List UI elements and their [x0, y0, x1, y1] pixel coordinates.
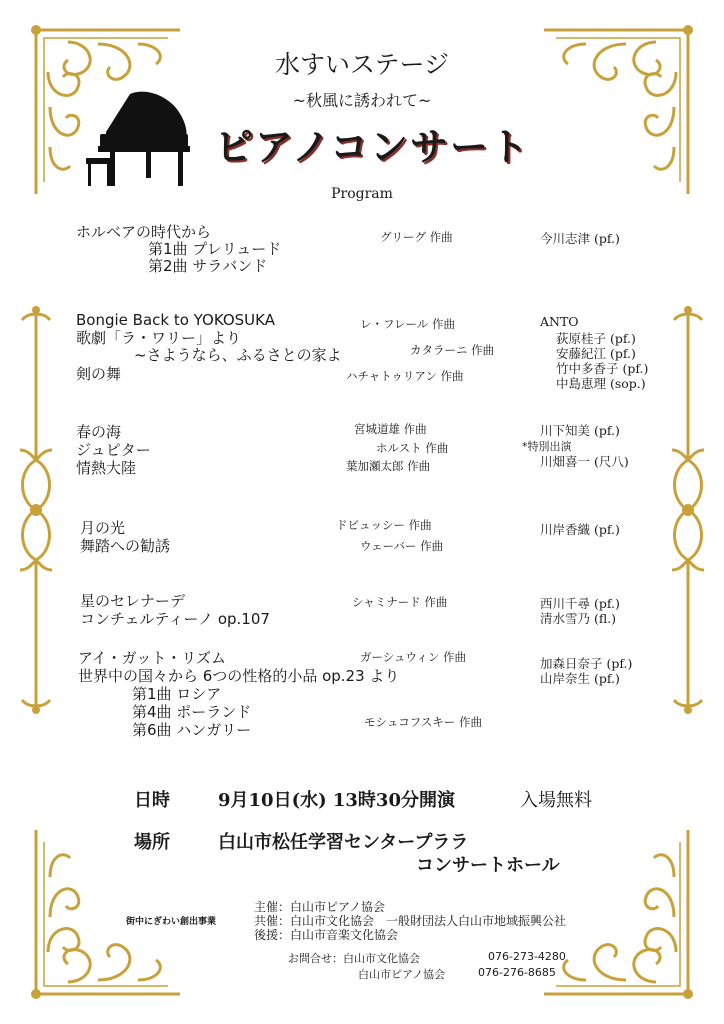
composer: シャミナード 作曲 [352, 595, 448, 609]
contact-phone: 076-276-8685 [478, 966, 556, 979]
performer: 川下知美 (pf.) [540, 423, 620, 438]
composer: ウェーバー 作曲 [360, 539, 444, 553]
program-piece: 春の海 [76, 423, 122, 441]
venue-label: 場所 [134, 832, 170, 853]
contact-phone: 076-273-4280 [488, 950, 566, 963]
side-ornament-right [666, 300, 710, 720]
program-piece: 剣の舞 [76, 365, 122, 383]
program-piece: 舞踏への勧誘 [80, 537, 171, 555]
program-piece: 第2曲 サラバンド [148, 257, 268, 275]
performer: 清水雪乃 (fl.) [540, 611, 617, 626]
composer: レ・フレール 作曲 [360, 317, 455, 331]
program-label: Program [331, 186, 393, 202]
venue-hall: コンサートホール [416, 855, 560, 876]
composer: ホルスト 作曲 [376, 441, 449, 455]
concert-main-title: ピアノコンサート [215, 125, 531, 169]
program-piece: Bongie Back to YOKOSUKA [76, 311, 275, 329]
composer: ドビュッシー 作曲 [336, 518, 432, 532]
program-piece: 星のセレナーデ [80, 592, 186, 610]
performer: 安藤紀江 (pf.) [556, 346, 636, 361]
composer: モシュコフスキー 作曲 [364, 715, 482, 729]
project-tag: 街中にぎわい創出事業 [126, 917, 217, 927]
date-value: 9月10日(水) 13時30分開演 [218, 790, 455, 811]
program-piece: ジュピター [76, 441, 151, 459]
contact-label: お問合せ：白山市文化協会 [288, 952, 420, 965]
special-guest-note: *特別出演 [522, 440, 572, 453]
program-piece: 第1曲 プレリュード [148, 240, 282, 258]
program-piece: 月の光 [80, 519, 126, 537]
composer: 宮城道雄 作曲 [354, 422, 427, 436]
program-piece: 第6曲 ハンガリー [132, 721, 252, 739]
admission-note: 入場無料 [520, 790, 592, 811]
performer: 加森日奈子 (pf.) [540, 656, 633, 671]
program-piece: アイ・ガット・リズム [78, 649, 227, 667]
performer: 中島恵理 (sop.) [556, 376, 646, 391]
program-piece: 世界中の国々から 6つの性格的小品 op.23 より [78, 667, 400, 685]
program-piece: コンチェルティーノ op.107 [80, 610, 270, 628]
program-piece: ~さようなら、ふるさとの家よ [134, 346, 342, 364]
co-organizer: 共催：白山市文化協会 一般財団法人白山市地域振興公社 [254, 914, 567, 928]
date-label: 日時 [134, 790, 170, 811]
composer: ハチャトゥリアン 作曲 [346, 369, 464, 383]
organizer: 主催：白山市ピアノ協会 [254, 900, 386, 914]
performer: 川畑喜一 (尺八) [540, 454, 629, 469]
performer: ANTO [540, 314, 579, 329]
venue-name: 白山市松任学習センタープララ [218, 832, 469, 853]
performer: 荻原桂子 (pf.) [556, 331, 636, 346]
performer: 西川千尋 (pf.) [540, 596, 620, 611]
program-piece: 第1曲 ロシア [132, 685, 222, 703]
side-ornament-left [14, 300, 58, 720]
program-piece: 情熱大陸 [76, 459, 137, 477]
sponsor: 後援：白山市音楽文化協会 [254, 928, 399, 942]
performer: 竹中多香子 (pf.) [556, 361, 649, 376]
event-title: 水すいステージ [274, 50, 449, 79]
program-piece: 第4曲 ポーランド [132, 703, 252, 721]
performer: 川岸香織 (pf.) [540, 522, 620, 537]
composer: 葉加瀬太郎 作曲 [346, 459, 431, 473]
event-subtitle: ~秋風に誘われて~ [292, 91, 432, 110]
composer: カタラーニ 作曲 [410, 343, 495, 357]
performer: 山岸奈生 (pf.) [540, 671, 620, 686]
program-piece: ホルベアの時代から [76, 223, 212, 241]
performer: 今川志津 (pf.) [540, 231, 620, 246]
composer: グリーグ 作曲 [380, 230, 453, 244]
composer: ガーシュウィン 作曲 [360, 650, 467, 664]
program-piece: 歌劇「ラ・ワリー」より [76, 329, 242, 347]
contact-org: 白山市ピアノ協会 [358, 968, 446, 981]
